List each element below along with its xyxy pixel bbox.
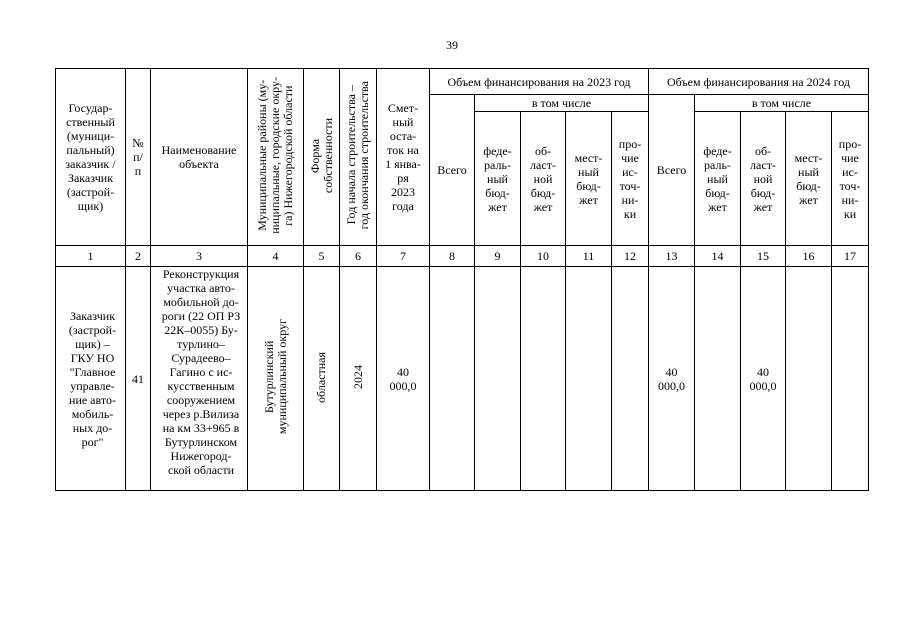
col-number: 16 (786, 246, 832, 267)
header-local-2023: мест- ный бюд- жет (566, 112, 612, 246)
col-number: 4 (248, 246, 304, 267)
header-row-1 (56, 69, 869, 95)
row-estimate-balance: 40 000,0 (377, 267, 430, 491)
financing-table (55, 68, 869, 491)
header-regional-2023: об- ласт- ной бюд- жет (521, 112, 566, 246)
header-including-2023: в том числе (475, 95, 649, 112)
row-years: 2024 (340, 267, 377, 491)
header-number: № п/ п (126, 69, 151, 246)
col-number: 15 (741, 246, 786, 267)
row-customer: Заказчик (застрой- щик) – ГКУ НО "Главное управле- ние авто- мобиль- ных до- рог" (56, 267, 126, 491)
header-federal-2024: феде- раль- ный бюд- жет (695, 112, 741, 246)
header-construction-years: Год начала строительства – год окончания строительства (340, 69, 377, 246)
col-number: 12 (612, 246, 649, 267)
col-number: 1 (56, 246, 126, 267)
col-number: 17 (832, 246, 869, 267)
col-number: 9 (475, 246, 521, 267)
table-row (56, 267, 869, 491)
header-districts: Муниципальные районы (му- ниципальные, городские окру- га) Нижегородской области (248, 69, 304, 246)
col-number: 7 (377, 246, 430, 267)
header-regional-2024: об- ласт- ной бюд- жет (741, 112, 786, 246)
row-federal-2024 (695, 267, 741, 491)
header-including-2024: в том числе (695, 95, 869, 112)
col-number: 5 (304, 246, 340, 267)
header-other-2023: про- чие ис- точ- ни- ки (612, 112, 649, 246)
col-number: 3 (151, 246, 248, 267)
column-numbers-row (56, 246, 869, 267)
header-object-name: Наименование объекта (151, 69, 248, 246)
row-district: Бутурлинский муниципальный округ (248, 267, 304, 491)
header-other-2024: про- чие ис- точ- ни- ки (832, 112, 869, 246)
row-other-2024 (832, 267, 869, 491)
row-local-2024 (786, 267, 832, 491)
page-number: 39 (446, 38, 458, 52)
header-total-2024: Всего (649, 95, 695, 246)
row-total-2023 (430, 267, 475, 491)
header-financing-2023: Объем финансирования на 2023 год (430, 69, 649, 95)
row-object-name: Реконструкция участка авто- мобильной до- роги (22 ОП РЗ 22К–0055) Бу- турлино– Сурадеево– Гагино с ис- кусственным сооружением через р.Вилиза на км 33+965 в Бутурлинском Нижегород- ской области (151, 267, 248, 491)
header-total-2023: Всего (430, 95, 475, 246)
row-local-2023 (566, 267, 612, 491)
row-regional-2023 (521, 267, 566, 491)
header-customer: Государ- ственный (муници- пальный) заказчик / Заказчик (застрой- щик) (56, 69, 126, 246)
row-number: 41 (126, 267, 151, 491)
header-estimate-balance: Смет- ный оста- ток на 1 янва- ря 2023 года (377, 69, 430, 246)
header-local-2024: мест- ный бюд- жет (786, 112, 832, 246)
col-number: 11 (566, 246, 612, 267)
col-number: 8 (430, 246, 475, 267)
row-ownership: областная (304, 267, 340, 491)
row-other-2023 (612, 267, 649, 491)
col-number: 6 (340, 246, 377, 267)
col-number: 13 (649, 246, 695, 267)
header-federal-2023: феде- раль- ный бюд- жет (475, 112, 521, 246)
row-federal-2023 (475, 267, 521, 491)
col-number: 10 (521, 246, 566, 267)
row-total-2024: 40 000,0 (649, 267, 695, 491)
row-regional-2024: 40 000,0 (741, 267, 786, 491)
col-number: 14 (695, 246, 741, 267)
header-financing-2024: Объем финансирования на 2024 год (649, 69, 869, 95)
col-number: 2 (126, 246, 151, 267)
header-ownership: Форма собственности (304, 69, 340, 246)
